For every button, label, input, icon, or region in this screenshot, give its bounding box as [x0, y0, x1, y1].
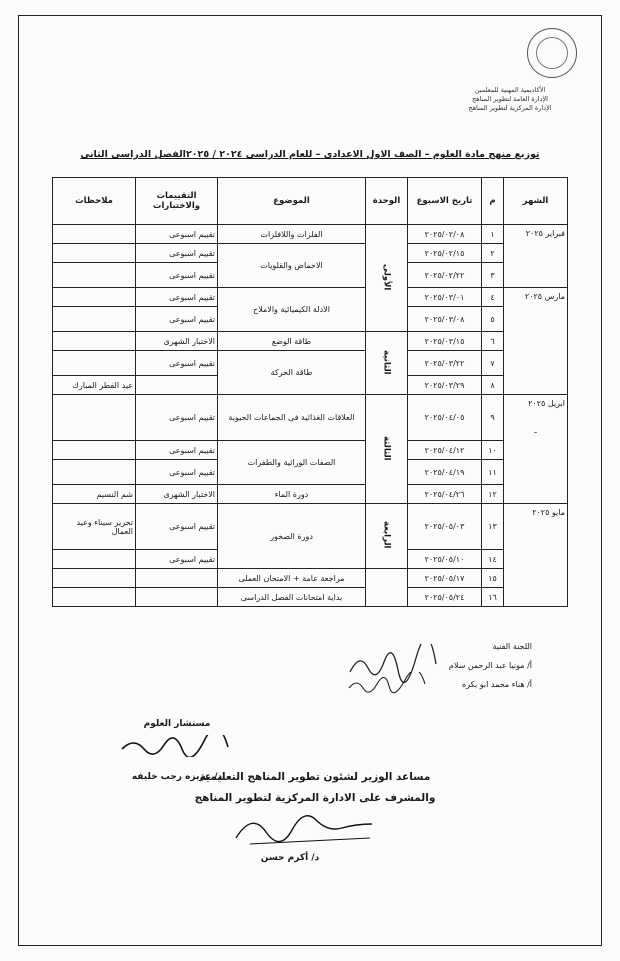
notes-cell: تحرير سيناء وعيد العمال: [53, 504, 136, 550]
assessment-cell: [136, 569, 218, 588]
deputy-title-line: مساعد الوزير لشئون تطوير المناهج التعليمية: [199, 771, 431, 783]
notes-cell: [53, 351, 136, 376]
unit-cell: [366, 504, 408, 569]
week-number: ٨: [482, 376, 504, 395]
week-number: ١: [482, 225, 504, 244]
topic-cell: الاحماض والقلويات: [218, 244, 366, 288]
week-date: ٢٠٢٥/٠٣/٠٨: [408, 307, 482, 332]
week-number: ١٢: [482, 485, 504, 504]
header-month: الشهر: [504, 178, 568, 225]
week-date: ٢٠٢٥/٠٢/٠٨: [408, 225, 482, 244]
week-date: ٢٠٢٥/٠٥/٢٤: [408, 588, 482, 607]
week-number: ١٣: [482, 504, 504, 550]
table-row: [53, 332, 568, 351]
table-row: [53, 504, 568, 550]
ministry-line: الإدارة العامة لتطوير المناهج: [472, 95, 548, 103]
week-number: ٦: [482, 332, 504, 351]
month-extra: ـ: [534, 426, 537, 435]
week-date: ٢٠٢٥/٠٥/٠٣: [408, 504, 482, 550]
assessment-cell: تقييم اسبوعى: [136, 550, 218, 569]
week-number: ١٦: [482, 588, 504, 607]
topic-cell: طاقة الوضع: [218, 332, 366, 351]
unit-cell: [366, 395, 408, 504]
unit-label: الثانية: [381, 349, 392, 375]
assessment-cell: تقييم اسبوعى: [136, 460, 218, 485]
table-row: [53, 485, 568, 504]
signature-mark: [345, 672, 435, 696]
table-row: [53, 288, 568, 307]
assessment-cell: تقييم اسبوعى: [136, 263, 218, 288]
week-number: ٩: [482, 395, 504, 441]
notes-cell: [53, 588, 136, 607]
week-date: ٢٠٢٥/٠٥/١٧: [408, 569, 482, 588]
notes-cell: [53, 569, 136, 588]
notes-cell: شم النسيم: [53, 485, 136, 504]
assessment-cell: تقييم اسبوعى: [136, 307, 218, 332]
technical-committee: [449, 637, 532, 694]
header-week-date: تاريخ الاسبوع: [408, 178, 482, 225]
week-number: ٤: [482, 288, 504, 307]
deputy-name: د/ أكرم حسن: [260, 853, 320, 863]
deputy-title-line: والمشرف على الادارة المركزية لتطوير المناهج: [194, 792, 436, 804]
week-date: ٢٠٢٥/٠٤/١٢: [408, 441, 482, 460]
assessment-cell: [136, 376, 218, 395]
ministry-header: [450, 86, 570, 113]
week-number: ١٤: [482, 550, 504, 569]
assessment-cell: تقييم اسبوعى: [136, 441, 218, 460]
advisor-name: د/ عزيزه رجب خليفه: [131, 772, 223, 782]
table-row: [53, 225, 568, 244]
unit-label: الرابعة: [381, 521, 392, 549]
notes-cell: عيد الفطر المبارك: [53, 376, 136, 395]
table-row: [53, 395, 568, 441]
month-cell: فبراير ٢٠٢٥: [504, 225, 568, 288]
notes-cell: [53, 263, 136, 288]
notes-cell: [53, 460, 136, 485]
week-date: ٢٠٢٥/٠٤/٠٥: [408, 395, 482, 441]
table-row: [53, 244, 568, 263]
assessment-cell: الاختبار الشهرى: [136, 485, 218, 504]
header-number: م: [482, 178, 504, 225]
notes-cell: [53, 244, 136, 263]
week-date: ٢٠٢٥/٠٣/٢٩: [408, 376, 482, 395]
header-notes: ملاحظات: [53, 178, 136, 225]
table-row: [53, 588, 568, 607]
table-row: [53, 351, 568, 376]
header-unit: الوحدة: [366, 178, 408, 225]
week-date: ٢٠٢٥/٠٣/٢٢: [408, 351, 482, 376]
advisor-title: مستشار العلوم: [143, 719, 211, 729]
week-number: ١١: [482, 460, 504, 485]
notes-cell: [53, 225, 136, 244]
month-cell: ابريل ٢٠٢٥ ـ: [504, 395, 568, 504]
unit-cell: [366, 332, 408, 395]
week-date: ٢٠٢٥/٠٣/٠١: [408, 288, 482, 307]
notes-cell: [53, 441, 136, 460]
topic-cell: الادلة الكيميائية والاملاح: [218, 288, 366, 332]
topic-cell: طاقة الحركة: [218, 351, 366, 395]
topic-cell: دورة الماء: [218, 485, 366, 504]
ministry-seal: [527, 28, 577, 78]
ministry-line: الأكاديمية المهنية للمعلمين: [474, 86, 546, 94]
unit-cell: [366, 225, 408, 332]
assessment-cell: تقييم اسبوعى: [136, 395, 218, 441]
deputy-minister: [180, 767, 450, 809]
signature-mark: [112, 735, 242, 757]
topic-cell: بداية امتحانات الفصل الدراسى: [218, 588, 366, 607]
topic-cell: دورة الصخور: [218, 504, 366, 569]
week-date: ٢٠٢٥/٠٣/١٥: [408, 332, 482, 351]
committee-member: أ/ هناء محمد ابو بكره: [461, 680, 532, 689]
topic-cell: الفلزات واللافلزات: [218, 225, 366, 244]
week-date: ٢٠٢٥/٠٢/٢٢: [408, 263, 482, 288]
week-number: ٥: [482, 307, 504, 332]
week-date: ٢٠٢٥/٠٢/١٥: [408, 244, 482, 263]
topic-cell: مراجعة عامة + الامتحان العملى: [218, 569, 366, 588]
assessment-cell: تقييم اسبوعى: [136, 225, 218, 244]
week-number: ٧: [482, 351, 504, 376]
header-assessments: التقييمات والاختبارات: [136, 178, 218, 225]
assessment-cell: الاختبار الشهرى: [136, 332, 218, 351]
notes-cell: [53, 288, 136, 307]
unit-label: الثالثة: [381, 435, 392, 461]
curriculum-table: [52, 177, 568, 607]
notes-cell: [53, 332, 136, 351]
topic-cell: العلاقات الغذائية فى الجماعات الحيوية: [218, 395, 366, 441]
assessment-cell: [136, 588, 218, 607]
assessment-cell: تقييم اسبوعى: [136, 351, 218, 376]
week-number: ١٥: [482, 569, 504, 588]
week-number: ٣: [482, 263, 504, 288]
table-row: [53, 441, 568, 460]
week-number: ٢: [482, 244, 504, 263]
notes-cell: [53, 395, 136, 441]
assessment-cell: تقييم اسبوعى: [136, 504, 218, 550]
table-header-row: [53, 178, 568, 225]
unit-label: الأولى: [381, 263, 392, 291]
committee-member: أ/ مونيا عبد الرحمن سلام: [448, 661, 532, 670]
topic-cell: الصفات الوراثية والطفرات: [218, 441, 366, 485]
document-title: توزيع منهج مادة العلوم – الصف الاول الاعدادى – للعام الدراسى ٢٠٢٤ / ٢٠٢٥الفصل الدراسى الثانى: [80, 149, 540, 160]
signature-mark: [230, 808, 380, 850]
week-number: ١٠: [482, 441, 504, 460]
notes-cell: [53, 550, 136, 569]
week-date: ٢٠٢٥/٠٤/٢٦: [408, 485, 482, 504]
assessment-cell: تقييم اسبوعى: [136, 288, 218, 307]
week-date: ٢٠٢٥/٠٥/١٠: [408, 550, 482, 569]
notes-cell: [53, 307, 136, 332]
committee-heading: اللجنة الفنية: [492, 642, 532, 651]
month-cell: مارس ٢٠٢٥: [504, 288, 568, 395]
table-row: [53, 569, 568, 588]
week-date: ٢٠٢٥/٠٤/١٩: [408, 460, 482, 485]
month-cell: مايو ٢٠٢٥: [504, 504, 568, 607]
assessment-cell: تقييم اسبوعى: [136, 244, 218, 263]
unit-cell: [366, 569, 408, 607]
header-topic: الموضوع: [218, 178, 366, 225]
ministry-line: الإدارة المركزية لتطوير المناهج: [468, 104, 552, 112]
